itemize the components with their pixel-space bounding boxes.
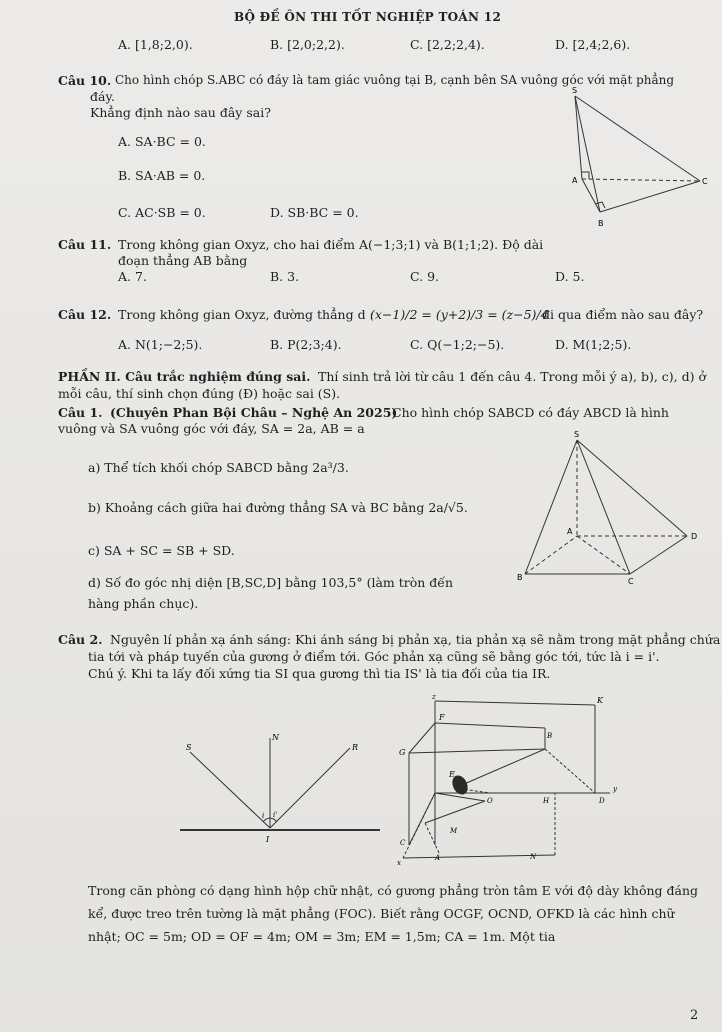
label-K: K — [597, 696, 603, 705]
label-E: E — [449, 770, 455, 779]
label-G: G — [399, 748, 406, 757]
q12-option-c: C. Q(−1;2;−5). — [410, 337, 505, 352]
q11-text2: đoạn thẳng AB bằng — [118, 253, 248, 268]
part2-instruction-2: mỗi câu, thí sinh chọn đúng (Đ) hoặc sai (S). — [58, 386, 341, 401]
label-F: F — [439, 713, 445, 722]
q10-option-a: A. SA·BC = 0. — [118, 134, 206, 149]
label-z: z — [432, 693, 436, 701]
label-B: B — [517, 573, 523, 582]
q10-question: Khẳng định nào sau đây sai? — [90, 105, 271, 120]
c1-label: Câu 1. — [58, 405, 103, 420]
q12-text-post: đi qua điểm nào sau đây? — [542, 307, 704, 322]
label-i-prime: i' — [273, 811, 278, 819]
c1-text2: vuông và SA vuông góc với đáy, SA = 2a, AB = a — [58, 421, 365, 436]
label-A: A — [572, 176, 578, 185]
q11-option-a: A. 7. — [118, 269, 147, 284]
label-N: N — [272, 733, 279, 742]
q12-option-d: D. M(1;2;5). — [555, 337, 632, 352]
q10-option-b: B. SA·AB = 0. — [118, 168, 206, 183]
c2-paragraph-3: nhật; OC = 5m; OD = OF = 4m; OM = 3m; EM = 1,5m; CA = 1m. Một tia — [88, 929, 556, 944]
q9-option-b: B. [2,0;2,2). — [270, 37, 345, 52]
label-D: D — [599, 797, 605, 805]
q12-equation: (x−1)/2 = (y+2)/3 = (z−5)/4 — [370, 307, 549, 322]
c2-paragraph-1: Trong căn phòng có dạng hình hộp chữ nhật, có gương phẳng tròn tâm E với độ dày không đáng — [88, 883, 699, 898]
q11-text: Trong không gian Oxyz, cho hai điểm A(−1;3;1) và B(1;1;2). Độ dài — [118, 237, 544, 252]
label-R: R — [352, 743, 359, 752]
q11-option-c: C. 9. — [410, 269, 439, 284]
c1-source: (Chuyên Phan Bội Châu – Nghệ An 2025) — [110, 405, 398, 420]
q10-option-c: C. AC·SB = 0. — [118, 205, 206, 220]
label-M: M — [450, 827, 458, 835]
label-x: x — [397, 859, 401, 867]
label-B: B — [547, 732, 553, 740]
part2-instruction: Thí sinh trả lời từ câu 1 đến câu 4. Trong mỗi ý a), b), c), d) ở — [318, 369, 706, 384]
pyramid-sabc-figure — [560, 84, 710, 234]
c2-label: Câu 2. — [58, 632, 103, 647]
q10-option-d: D. SB·BC = 0. — [270, 205, 359, 220]
page-number: 2 — [690, 1008, 699, 1023]
c1-statement-c: c) SA + SC = SB + SD. — [88, 543, 235, 558]
q12-text: Trong không gian Oxyz, đường thẳng d : — [118, 307, 374, 322]
label-C: C — [400, 839, 406, 847]
label-H: H — [543, 797, 550, 805]
q11-label: Câu 11. — [58, 237, 112, 252]
q11-option-b: B. 3. — [270, 269, 300, 284]
label-C: C — [628, 577, 634, 586]
q12-label: Câu 12. — [58, 307, 112, 322]
page-header: BỘ ĐỀ ÔN THI TỐT NGHIỆP TOÁN 12 — [234, 10, 502, 24]
label-A: A — [567, 527, 573, 536]
part2-title: PHẦN II. Câu trắc nghiệm đúng sai. — [58, 369, 311, 384]
label-D: D — [691, 532, 698, 541]
c2-text: Nguyên lí phản xạ ánh sáng: Khi ánh sáng bị phản xạ, tia phản xạ sẽ nằm trong mặt phẳng chứa — [110, 632, 721, 647]
label-S: S — [574, 430, 580, 439]
c2-text2: tia tới và pháp tuyến của gương ở điểm tới. Góc phản xạ cũng sẽ bằng góc tới, tức là i = i'. — [88, 649, 660, 664]
label-S: S — [572, 86, 578, 95]
c2-paragraph-2: kể, được treo trên tường là mặt phẳng (FOC). Biết rằng OCGF, OCND, OFKD là các hình chữ — [88, 906, 675, 921]
label-A: A — [435, 854, 441, 862]
q10-text: Cho hình chóp S.ABC có đáy là tam giác vuông tại B, cạnh bên SA vuông góc với mặt phẳng — [115, 73, 675, 87]
q9-option-a: A. [1,8;2,0). — [118, 37, 193, 52]
c1-text: Cho hình chóp SABCD có đáy ABCD là hình — [392, 405, 669, 420]
q10-label: Câu 10. — [58, 73, 112, 88]
label-O: O — [487, 797, 493, 805]
label-S: S — [186, 743, 192, 752]
c1-statement-a: a) Thể tích khối chóp SABCD bằng 2a³/3. — [88, 460, 349, 475]
c1-statement-d: d) Số đo góc nhị diện [B,SC,D] bằng 103,5° (làm tròn đến — [88, 575, 454, 590]
label-B: B — [598, 219, 604, 228]
q12-option-b: B. P(2;3;4). — [270, 337, 342, 352]
c1-statement-d-cont: hàng phần chục). — [88, 596, 199, 611]
room-figure — [395, 693, 625, 868]
q11-option-d: D. 5. — [555, 269, 585, 284]
q9-option-c: C. [2,2;2,4). — [410, 37, 485, 52]
pyramid-sabcd-figure — [515, 428, 705, 588]
label-i: i — [262, 812, 265, 820]
label-I: I — [266, 835, 270, 844]
q12-option-a: A. N(1;−2;5). — [118, 337, 203, 352]
c1-statement-b: b) Khoảng cách giữa hai đường thẳng SA và BC bằng 2a/√5. — [88, 500, 468, 515]
q9-option-d: D. [2,4;2,6). — [555, 37, 631, 52]
q10-text2: đáy. — [90, 89, 115, 104]
label-N: N — [530, 853, 537, 861]
c2-note: Chú ý. Khi ta lấy đối xứng tia SI qua gương thì tia IS' là tia đối của tia IR. — [88, 666, 551, 681]
label-y: y — [613, 785, 617, 793]
label-C: C — [702, 177, 708, 186]
reflection-figure — [180, 730, 380, 850]
